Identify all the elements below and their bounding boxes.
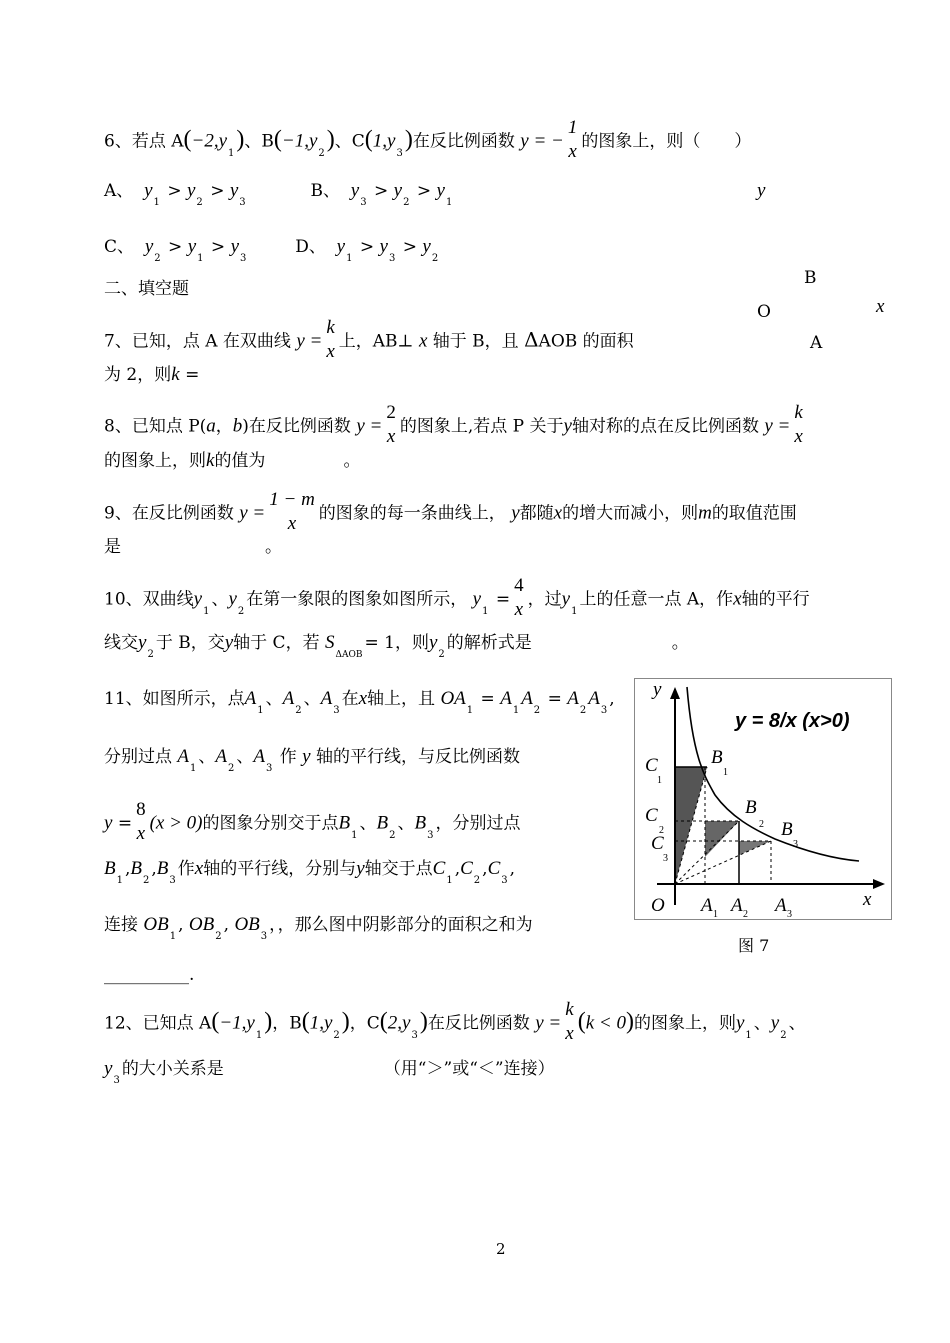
fig-label-a1: A: [701, 895, 713, 916]
section-title: 二、填空题: [104, 279, 189, 299]
q11-line1: 11、如图所示，点$A_1$、$A_2$、$A_3$在x轴上，且 $OA_1 = A_1A_2 = A_2A_3$,: [104, 688, 615, 716]
q7-line2: 为 2，则k =: [104, 364, 200, 385]
figure-caption: 图 7: [738, 936, 770, 955]
figure-formula: y = 8/x (x>0): [735, 710, 850, 732]
q11-fraction: 8 x: [136, 799, 146, 844]
fig-sub-b2: 2: [759, 819, 764, 830]
y-axis-arrow: [670, 687, 680, 699]
q8-line2: 的图象上，则k的值为 。: [104, 450, 361, 471]
q6-line: 6、若点 $A(-2,y_1)$、$B(-1,y_2)$、$C(1,y_3)$在反比例函数 y = − 1 x 的图象上，则（ ）: [104, 117, 752, 162]
q11-line6: __________.: [104, 965, 195, 985]
fig-label-b1: B: [711, 747, 723, 768]
q12-line: 12、已知点 $A(-1,y_1)$，$B(1,y_2)$，$C(2,y_3)$在反比例函数 y = k x (k < 0)的图象上，则$y_1$、$y_2$、: [104, 999, 806, 1044]
side-label-x: x: [876, 296, 885, 317]
q8-line: 8、已知点 P(a，b)在反比例函数 y = 2 x 的图象上,若点 P 关于y轴对称的点在反比例函数 y = k x: [104, 402, 803, 447]
fig-label-b2: B: [745, 797, 757, 818]
side-label-b: B: [804, 268, 817, 288]
q7-fraction: k x: [326, 317, 335, 362]
q11-line2: 分别过点 $A_1$、$A_2$、$A_3$ 作 y 轴的平行线，与反比例函数: [104, 746, 521, 774]
fig-label-b3: B: [781, 819, 793, 840]
shaded-region-3: [739, 841, 771, 855]
fig-label-c3: C: [651, 833, 664, 854]
side-label-o: O: [757, 302, 771, 322]
q6-options-cd: C、 $y_2 > y_1 > y_3$ D、 $y_1 > y_3 > y_2$: [104, 236, 439, 264]
x-axis-arrow: [873, 879, 885, 889]
q6-options-ab: A、 $y_1 > y_2 > y_3$ B、 $y_3 > y_2 > y_1$: [104, 180, 453, 208]
q10-line2: 线交$y_2$于 B，交y轴于 C，若 $S_{\Delta AOB}= 1$，则$y_2$的解析式是 。: [104, 632, 689, 660]
fig-sub-c1: 1: [657, 775, 662, 786]
q11-line5: 连接 $OB_1$, $OB_2$, $OB_3$，，那么图中阴影部分的面积之和为: [104, 914, 533, 942]
fig-label-o: O: [651, 895, 665, 916]
q6-fraction: 1 x: [567, 117, 578, 162]
q7-line: 7、已知，点 A 在双曲线 y = k x 上，AB⊥ x 轴于 B，且 ΔAOB 的面积: [104, 317, 634, 362]
q10-fraction: 4 x: [514, 575, 524, 620]
fig-sub-b3: 3: [793, 839, 798, 850]
fig-sub-c3: 3: [663, 853, 668, 864]
fig-sub-a3: 3: [787, 909, 792, 919]
side-label-a: A: [810, 333, 823, 353]
q10-line: 10、双曲线$y_1$、$y_2$在第一象限的图象如图所示， $y_1$ = 4 x ，过$y_1$上的任意一点 A，作x轴的平行: [104, 575, 810, 620]
q11-line4: $B_1,B_2,B_3$作x轴的平行线，分别与y轴交于点$C_1,C_2,C_3$,: [104, 858, 516, 886]
figure-7-graph: [635, 679, 891, 919]
fig-label-x: x: [863, 889, 872, 910]
q12-line2: $y_3$的大小关系是 （用“＞”或“＜”连接）: [104, 1058, 555, 1086]
fig-label-a3: A: [775, 895, 787, 916]
fig-label-c2: C: [645, 805, 658, 826]
q9-fraction: 1 − m x: [269, 489, 315, 534]
shaded-region-2: [705, 821, 739, 857]
q12-fraction: k x: [565, 999, 574, 1044]
page-number: 2: [496, 1240, 506, 1258]
fig-label-c1: C: [645, 755, 658, 776]
q9-line2: 是 。: [104, 537, 282, 557]
fig-sub-c2: 2: [659, 825, 664, 836]
q11-line3: y = 8 x (x > 0)的图象分别交于点$B_1$、$B_2$、$B_3$，分别过点: [104, 799, 521, 844]
fig-sub-a2: 2: [743, 909, 748, 919]
fig-label-y: y: [653, 679, 662, 700]
side-label-y: y: [757, 180, 766, 201]
fig-sub-a1: 1: [713, 909, 718, 919]
q8-fraction-2: k x: [794, 402, 803, 447]
line-ob3: [675, 841, 771, 884]
figure-7: [634, 678, 892, 920]
q9-line: 9、在反比例函数 y = 1 − m x 的图象的每一条曲线上， y都随x的增大而减小，则m的取值范围: [104, 489, 797, 534]
fig-sub-b1: 1: [723, 767, 728, 778]
fig-label-a2: A: [731, 895, 743, 916]
q8-fraction-1: 2 x: [386, 402, 396, 447]
